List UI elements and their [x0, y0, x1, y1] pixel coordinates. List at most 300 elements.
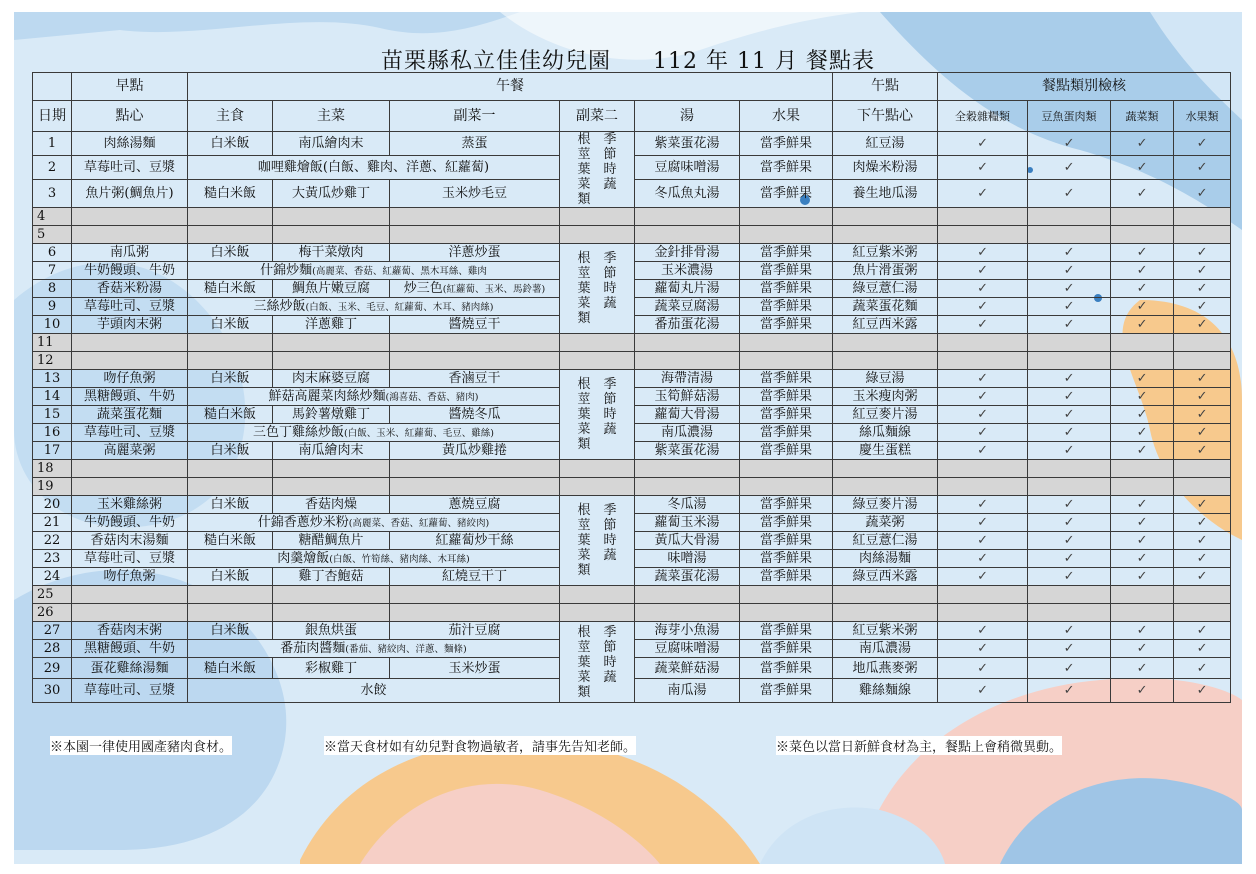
side-dish-1 [390, 568, 560, 586]
header-cat-protein: 豆魚蛋肉類 [1028, 101, 1111, 132]
holiday-day-number: 26 [33, 604, 72, 622]
day-number: 3 [33, 180, 72, 208]
side-dish-1-name: 蔥燒豆腐 [448, 497, 501, 512]
side-dish-2-char: 葉 [577, 654, 591, 670]
holiday-blank-cell [390, 460, 560, 478]
afternoon-snack: 綠豆西米露 [833, 568, 938, 586]
note-allergy: ※當天食材如有幼兒對食物過敏者，請事先告知老師。 [324, 736, 636, 755]
holiday-blank-cell [1174, 226, 1231, 244]
side-dish-2-char: 季 [603, 132, 617, 147]
holiday-blank-cell [740, 226, 833, 244]
holiday-blank-cell [72, 208, 188, 226]
holiday-blank-cell [833, 586, 938, 604]
holiday-blank-cell [560, 352, 635, 370]
morning-snack: 草莓吐司、豆漿 [72, 298, 188, 316]
morning-snack: 香菇米粉湯 [72, 280, 188, 298]
category-check-mark: ✓ [938, 622, 1028, 640]
day-number: 22 [33, 532, 72, 550]
category-check-mark: ✓ [1174, 496, 1231, 514]
category-check-mark: ✓ [1111, 156, 1174, 180]
category-check-mark: ✓ [1174, 180, 1231, 208]
side-dish-1-name: 洋蔥炒蛋 [448, 245, 501, 260]
side-dish-2-char: 菜 [577, 296, 591, 311]
category-check-mark: ✓ [1174, 316, 1231, 334]
category-check-mark: ✓ [1111, 442, 1174, 460]
menu-day-row [33, 496, 1231, 514]
holiday-blank-cell [1174, 478, 1231, 496]
header-date: 日期 [33, 101, 72, 132]
side-dish-2-char: 莖 [577, 639, 591, 655]
afternoon-snack: 肉燥米粉湯 [833, 156, 938, 180]
combo-meal-name: 什錦炒麵 [260, 262, 313, 278]
main-dish: 南瓜繪肉末 [273, 132, 390, 156]
side-dish-2-text-col2 [602, 503, 618, 563]
staple-food: 白米飯 [188, 568, 273, 586]
holiday-blank-cell [188, 604, 273, 622]
header-cat-vegetable: 蔬菜類 [1111, 101, 1174, 132]
holiday-blank-cell [740, 460, 833, 478]
holiday-blank-cell [1028, 604, 1111, 622]
holiday-blank-cell [1028, 478, 1111, 496]
category-check-mark: ✓ [1111, 298, 1174, 316]
side-dish-2-block [560, 496, 635, 586]
fruit: 當季鮮果 [740, 514, 833, 532]
holiday-blank-cell [833, 334, 938, 352]
category-check-mark: ✓ [1174, 244, 1231, 262]
combo-meal-ingredients: (高麗菜、香菇、紅蘿蔔、豬絞肉) [348, 517, 490, 529]
header-row-2 [33, 101, 1231, 132]
side-dish-1 [390, 532, 560, 550]
holiday-blank-cell [740, 352, 833, 370]
category-check-mark: ✓ [938, 316, 1028, 334]
holiday-blank-cell [1174, 460, 1231, 478]
side-dish-1 [390, 370, 560, 388]
day-number: 9 [33, 298, 72, 316]
afternoon-snack: 紅豆湯 [833, 132, 938, 156]
fruit: 當季鮮果 [740, 679, 833, 703]
holiday-blank-cell [273, 226, 390, 244]
holiday-blank-cell [188, 226, 273, 244]
holiday-blank-cell [635, 478, 740, 496]
morning-snack: 黑糖饅頭、牛奶 [72, 640, 188, 658]
side-dish-2-char: 根 [577, 624, 591, 640]
side-dish-2-text-col1 [576, 377, 592, 452]
side-dish-2-char: 根 [577, 132, 591, 147]
morning-snack: 黑糖饅頭、牛奶 [72, 388, 188, 406]
day-number: 17 [33, 442, 72, 460]
holiday-blank-cell [635, 226, 740, 244]
holiday-day-number: 5 [33, 226, 72, 244]
side-dish-1 [390, 496, 560, 514]
category-check-mark: ✓ [1174, 532, 1231, 550]
side-dish-2-char: 時 [603, 654, 617, 670]
holiday-row [33, 334, 1231, 352]
side-dish-1-name: 黃瓜炒雞捲 [441, 443, 507, 458]
combo-meal [188, 424, 560, 442]
category-check-mark: ✓ [1028, 550, 1111, 568]
holiday-blank-cell [740, 334, 833, 352]
combo-meal-ingredients: (番茄、豬絞肉、洋蔥、麵條) [345, 643, 467, 655]
combo-meal [188, 298, 560, 316]
holiday-blank-cell [560, 478, 635, 496]
category-check-mark: ✓ [1111, 622, 1174, 640]
category-check-mark: ✓ [1028, 532, 1111, 550]
category-check-mark: ✓ [1111, 316, 1174, 334]
category-check-mark: ✓ [938, 532, 1028, 550]
holiday-blank-cell [833, 352, 938, 370]
holiday-blank-cell [1111, 226, 1174, 244]
header-afternoon: 午點 [833, 73, 938, 101]
main-dish: 香菇肉燥 [273, 496, 390, 514]
menu-day-row [33, 370, 1231, 388]
holiday-blank-cell [938, 226, 1028, 244]
side-dish-2-char: 葉 [577, 281, 591, 296]
header-row-1 [33, 73, 1231, 101]
soup: 南瓜湯 [635, 679, 740, 703]
category-check-mark: ✓ [1174, 514, 1231, 532]
holiday-blank-cell [833, 226, 938, 244]
category-check-mark: ✓ [1028, 156, 1111, 180]
holiday-blank-cell [390, 226, 560, 244]
holiday-day-number: 18 [33, 460, 72, 478]
holiday-blank-cell [1174, 604, 1231, 622]
afternoon-snack: 紅豆西米露 [833, 316, 938, 334]
fruit: 當季鮮果 [740, 622, 833, 640]
side-dish-2-char: 時 [603, 281, 617, 296]
morning-snack: 高麗菜粥 [72, 442, 188, 460]
combo-meal [188, 262, 560, 280]
holiday-blank-cell [273, 604, 390, 622]
holiday-blank-cell [1174, 208, 1231, 226]
combo-meal-ingredients: (高麗菜、香菇、紅蘿蔔、黑木耳絲、雞肉 [312, 265, 487, 277]
holiday-blank-cell [1028, 334, 1111, 352]
category-check-mark: ✓ [1111, 244, 1174, 262]
soup: 蔬菜豆腐湯 [635, 298, 740, 316]
day-number: 23 [33, 550, 72, 568]
holiday-blank-cell [188, 208, 273, 226]
menu-day-row [33, 622, 1231, 640]
combo-meal [188, 156, 560, 180]
category-check-mark: ✓ [1174, 568, 1231, 586]
holiday-blank-cell [740, 478, 833, 496]
day-number: 10 [33, 316, 72, 334]
day-number: 16 [33, 424, 72, 442]
side-dish-2-text-col2 [602, 625, 618, 685]
side-dish-2-char: 季 [603, 503, 617, 518]
holiday-blank-cell [938, 586, 1028, 604]
category-check-mark: ✓ [938, 658, 1028, 679]
holiday-blank-cell [72, 460, 188, 478]
afternoon-snack: 雞絲麵線 [833, 679, 938, 703]
holiday-row [33, 460, 1231, 478]
holiday-blank-cell [1111, 460, 1174, 478]
fruit: 當季鮮果 [740, 262, 833, 280]
holiday-blank-cell [740, 208, 833, 226]
holiday-blank-cell [1028, 460, 1111, 478]
category-check-mark: ✓ [1111, 568, 1174, 586]
morning-snack: 牛奶饅頭、牛奶 [72, 514, 188, 532]
side-dish-2-block [560, 132, 635, 208]
holiday-row [33, 226, 1231, 244]
holiday-blank-cell [1028, 226, 1111, 244]
holiday-blank-cell [560, 586, 635, 604]
side-dish-2-char: 類 [577, 437, 591, 452]
afternoon-snack: 魚片滑蛋粥 [833, 262, 938, 280]
combo-meal-name: 肉羹燴飯 [277, 550, 330, 566]
page-title [0, 44, 1256, 75]
afternoon-snack: 紅豆紫米粥 [833, 244, 938, 262]
holiday-day-number: 19 [33, 478, 72, 496]
side-dish-2-char: 莖 [577, 147, 591, 162]
header-staple: 主食 [188, 101, 273, 132]
holiday-blank-cell [560, 460, 635, 478]
category-check-mark: ✓ [1028, 679, 1111, 703]
category-check-mark: ✓ [1111, 388, 1174, 406]
category-check-mark: ✓ [1028, 622, 1111, 640]
side-dish-2-char: 節 [603, 266, 617, 281]
main-dish: 肉末麻婆豆腐 [273, 370, 390, 388]
side-dish-2-block [560, 370, 635, 460]
category-check-mark: ✓ [1111, 496, 1174, 514]
side-dish-1-name: 醬燒豆干 [448, 317, 501, 332]
side-dish-2-char: 蔬 [603, 548, 617, 563]
category-check-mark: ✓ [938, 156, 1028, 180]
category-check-mark: ✓ [1111, 679, 1174, 703]
afternoon-snack: 綠豆湯 [833, 370, 938, 388]
morning-snack: 草莓吐司、豆漿 [72, 679, 188, 703]
side-dish-2-char: 根 [577, 377, 591, 392]
category-check-mark: ✓ [1174, 280, 1231, 298]
day-number: 7 [33, 262, 72, 280]
staple-food: 白米飯 [188, 496, 273, 514]
category-check-mark: ✓ [1111, 370, 1174, 388]
category-check-mark: ✓ [1174, 132, 1231, 156]
combo-meal-name: 三絲炒飯 [253, 298, 306, 314]
staple-food: 白米飯 [188, 442, 273, 460]
morning-snack: 草莓吐司、豆漿 [72, 424, 188, 442]
menu-period: 112 年 11 月 餐點表 [653, 49, 875, 74]
category-check-mark: ✓ [1111, 640, 1174, 658]
header-side1: 副菜一 [390, 101, 560, 132]
header-blank [33, 73, 72, 101]
main-dish: 糖醋鯛魚片 [273, 532, 390, 550]
holiday-blank-cell [72, 226, 188, 244]
morning-snack: 蛋花雞絲湯麵 [72, 658, 188, 679]
category-check-mark: ✓ [1111, 262, 1174, 280]
holiday-blank-cell [1111, 586, 1174, 604]
staple-food: 糙白米飯 [188, 406, 273, 424]
morning-snack: 香菇肉末粥 [72, 622, 188, 640]
day-number: 27 [33, 622, 72, 640]
category-check-mark: ✓ [938, 370, 1028, 388]
category-check-mark: ✓ [1028, 388, 1111, 406]
holiday-blank-cell [188, 586, 273, 604]
category-check-mark: ✓ [1028, 316, 1111, 334]
category-check-mark: ✓ [938, 679, 1028, 703]
soup: 南瓜濃湯 [635, 424, 740, 442]
holiday-blank-cell [938, 478, 1028, 496]
side-dish-1 [390, 622, 560, 640]
holiday-blank-cell [833, 208, 938, 226]
day-number: 24 [33, 568, 72, 586]
side-dish-1 [390, 442, 560, 460]
combo-meal-name: 三色丁雞絲炒飯 [253, 424, 345, 440]
holiday-blank-cell [938, 334, 1028, 352]
header-pm-snack: 下午點心 [833, 101, 938, 132]
category-check-mark: ✓ [938, 424, 1028, 442]
soup: 蘿蔔大骨湯 [635, 406, 740, 424]
side-dish-2-char: 葉 [577, 533, 591, 548]
afternoon-snack: 南瓜濃湯 [833, 640, 938, 658]
holiday-blank-cell [72, 334, 188, 352]
day-number: 2 [33, 156, 72, 180]
category-check-mark: ✓ [1028, 244, 1111, 262]
soup: 蘿蔔玉米湯 [635, 514, 740, 532]
holiday-day-number: 11 [33, 334, 72, 352]
category-check-mark: ✓ [1028, 640, 1111, 658]
holiday-blank-cell [390, 352, 560, 370]
afternoon-snack: 蔬菜粥 [833, 514, 938, 532]
morning-snack: 吻仔魚粥 [72, 568, 188, 586]
header-lunch: 午餐 [188, 73, 833, 101]
holiday-blank-cell [740, 604, 833, 622]
soup: 豆腐味噌湯 [635, 640, 740, 658]
menu-day-row [33, 244, 1231, 262]
combo-meal-ingredients: (白飯、玉米、紅蘿蔔、毛豆、雞絲) [344, 427, 494, 439]
holiday-blank-cell [1111, 478, 1174, 496]
holiday-day-number: 12 [33, 352, 72, 370]
staple-food: 白米飯 [188, 370, 273, 388]
fruit: 當季鮮果 [740, 388, 833, 406]
category-check-mark: ✓ [1111, 180, 1174, 208]
category-check-mark: ✓ [1028, 442, 1111, 460]
side-dish-1-name: 玉米炒蛋 [448, 660, 501, 676]
morning-snack: 玉米雞絲粥 [72, 496, 188, 514]
afternoon-snack: 綠豆麥片湯 [833, 496, 938, 514]
staple-food: 白米飯 [188, 316, 273, 334]
soup: 海芽小魚湯 [635, 622, 740, 640]
main-dish: 梅干菜燉肉 [273, 244, 390, 262]
category-check-mark: ✓ [938, 280, 1028, 298]
side-dish-1-name: 醬燒冬瓜 [448, 407, 501, 422]
category-check-mark: ✓ [1111, 424, 1174, 442]
category-check-mark: ✓ [1028, 180, 1111, 208]
staple-food: 白米飯 [188, 132, 273, 156]
holiday-blank-cell [72, 352, 188, 370]
main-dish: 彩椒雞丁 [273, 658, 390, 679]
main-dish: 馬鈴薯燉雞丁 [273, 406, 390, 424]
side-dish-2-block [560, 244, 635, 334]
category-check-mark: ✓ [1174, 424, 1231, 442]
category-check-mark: ✓ [1174, 298, 1231, 316]
fruit: 當季鮮果 [740, 156, 833, 180]
fruit: 當季鮮果 [740, 496, 833, 514]
holiday-blank-cell [390, 604, 560, 622]
side-dish-2-text-col2 [602, 132, 618, 192]
category-check-mark: ✓ [938, 442, 1028, 460]
side-dish-1-name: 紅燒豆干丁 [441, 569, 507, 584]
holiday-blank-cell [188, 352, 273, 370]
side-dish-2-text-col2 [602, 251, 618, 311]
category-check-mark: ✓ [1111, 514, 1174, 532]
category-check-mark: ✓ [1028, 568, 1111, 586]
category-check-mark: ✓ [1174, 679, 1231, 703]
afternoon-snack: 紅豆薏仁湯 [833, 532, 938, 550]
side-dish-1 [390, 406, 560, 424]
category-check-mark: ✓ [1028, 132, 1111, 156]
holiday-blank-cell [390, 208, 560, 226]
afternoon-snack: 玉米瘦肉粥 [833, 388, 938, 406]
holiday-blank-cell [635, 586, 740, 604]
holiday-blank-cell [938, 352, 1028, 370]
fruit: 當季鮮果 [740, 658, 833, 679]
holiday-blank-cell [938, 208, 1028, 226]
holiday-blank-cell [72, 586, 188, 604]
combo-meal [188, 640, 560, 658]
combo-meal-ingredients: (鴻喜菇、香菇、豬肉) [385, 391, 479, 403]
side-dish-2-char: 葉 [577, 162, 591, 177]
holiday-blank-cell [1111, 208, 1174, 226]
category-check-mark: ✓ [1111, 658, 1174, 679]
staple-food: 白米飯 [188, 244, 273, 262]
category-check-mark: ✓ [1028, 370, 1111, 388]
soup: 冬瓜湯 [635, 496, 740, 514]
afternoon-snack: 紅豆紫米粥 [833, 622, 938, 640]
holiday-blank-cell [635, 352, 740, 370]
soup: 蘿蔔丸片湯 [635, 280, 740, 298]
afternoon-snack: 蔬菜蛋花麵 [833, 298, 938, 316]
main-dish: 南瓜繪肉末 [273, 442, 390, 460]
side-dish-2-block [560, 622, 635, 703]
holiday-blank-cell [1028, 352, 1111, 370]
category-check-mark: ✓ [1174, 658, 1231, 679]
side-dish-2-char: 菜 [577, 422, 591, 437]
soup: 玉米濃湯 [635, 262, 740, 280]
fruit: 當季鮮果 [740, 316, 833, 334]
holiday-blank-cell [1028, 208, 1111, 226]
category-check-mark: ✓ [938, 262, 1028, 280]
side-dish-2-char: 葉 [577, 407, 591, 422]
holiday-blank-cell [188, 334, 273, 352]
note-domestic-pork: ※本園一律使用國產豬肉食材。 [50, 736, 232, 755]
holiday-blank-cell [938, 460, 1028, 478]
side-dish-2-char: 類 [577, 192, 591, 207]
side-dish-2-char: 類 [577, 311, 591, 326]
holiday-blank-cell [1111, 352, 1174, 370]
side-dish-2-char: 時 [603, 162, 617, 177]
holiday-blank-cell [833, 604, 938, 622]
holiday-blank-cell [273, 352, 390, 370]
holiday-blank-cell [273, 478, 390, 496]
day-number: 6 [33, 244, 72, 262]
holiday-blank-cell [1174, 352, 1231, 370]
side-dish-2-char: 季 [603, 377, 617, 392]
soup: 蔬菜蛋花湯 [635, 568, 740, 586]
main-dish: 鯛魚片嫩豆腐 [273, 280, 390, 298]
afternoon-snack: 綠豆薏仁湯 [833, 280, 938, 298]
header-cat-fruit: 水果類 [1174, 101, 1231, 132]
category-check-mark: ✓ [1028, 406, 1111, 424]
category-check-mark: ✓ [1028, 496, 1111, 514]
morning-snack: 牛奶饅頭、牛奶 [72, 262, 188, 280]
day-number: 20 [33, 496, 72, 514]
morning-snack: 吻仔魚粥 [72, 370, 188, 388]
category-check-mark: ✓ [938, 568, 1028, 586]
soup: 紫菜蛋花湯 [635, 442, 740, 460]
side-dish-1-ingredients: (紅蘿蔔、玉米、馬鈴薯) [442, 283, 546, 295]
fruit: 當季鮮果 [740, 180, 833, 208]
category-check-mark: ✓ [938, 496, 1028, 514]
